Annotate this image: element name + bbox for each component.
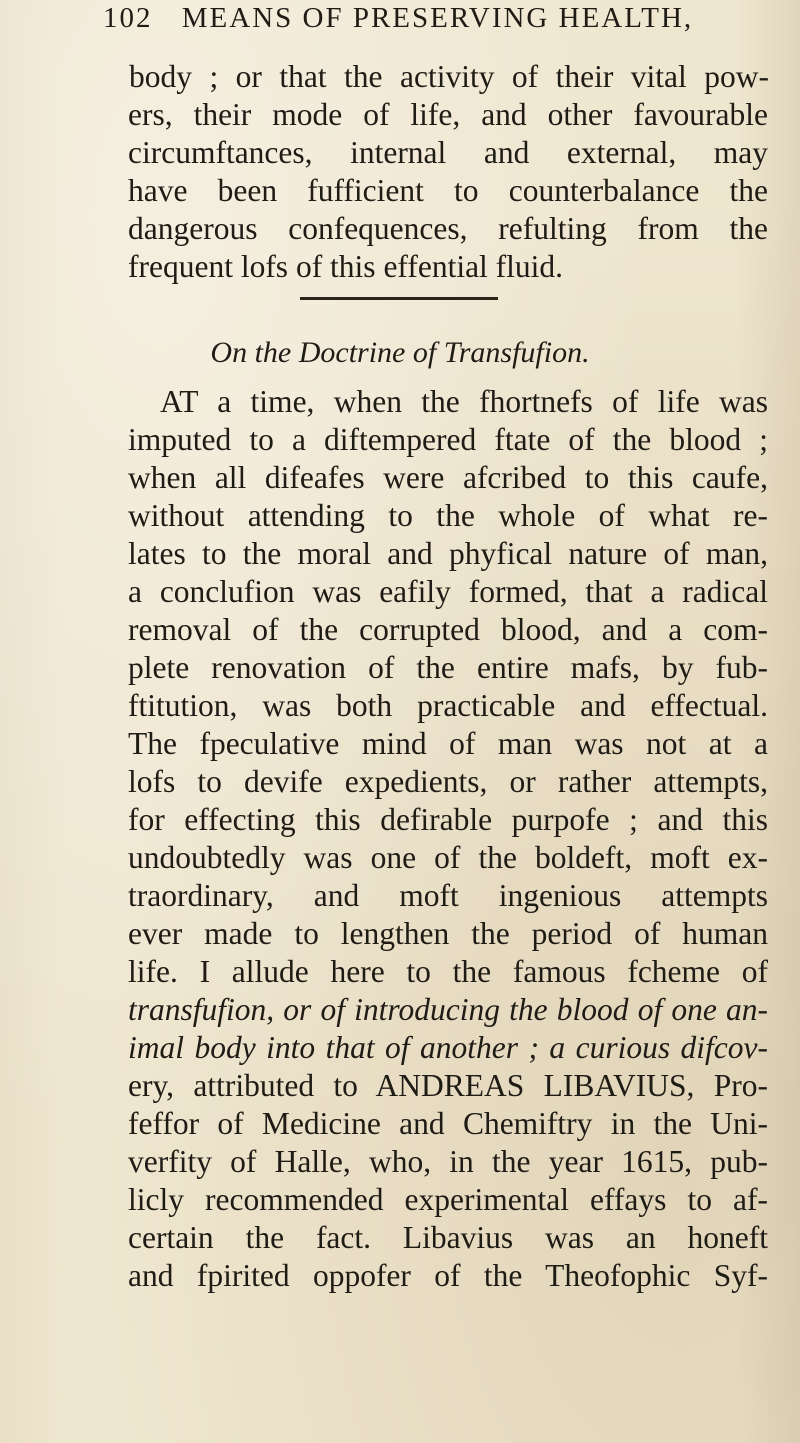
text-line: undoubtedly was one of the boldeft, moft ex- xyxy=(128,840,768,875)
text-line: dangerous confequences, refulting from the xyxy=(128,211,768,246)
text-line: transfufion, or of introducing the blood of one an- xyxy=(128,992,768,1027)
section-divider xyxy=(300,297,498,300)
section-title: On the Doctrine of Transfufion. xyxy=(210,336,590,369)
text-line: licly recommended experimental effays to af- xyxy=(128,1182,768,1217)
text-line: and fpirited oppofer of the Theofophic Syf- xyxy=(128,1258,768,1293)
text-line: ers, their mode of life, and other favourable xyxy=(128,97,768,132)
running-header xyxy=(103,2,694,42)
text-line: ftitution, was both practicable and effectual. xyxy=(128,688,768,723)
text-line: imal body into that of another ; a curious difcov- xyxy=(128,1030,768,1065)
text-line: circumftances, internal and external, may xyxy=(128,135,768,170)
text-line: plete renovation of the entire mafs, by fub- xyxy=(128,650,768,685)
text-line: have been fufficient to counterbalance the xyxy=(128,173,768,208)
text-line: life. I allude here to the famous fcheme of xyxy=(128,954,768,989)
page-number: 102 xyxy=(103,2,153,34)
text-line: removal of the corrupted blood, and a com- xyxy=(128,612,768,647)
text-line: ery, attributed to ANDREAS LIBAVIUS, Pro- xyxy=(128,1068,768,1103)
text-line: frequent lofs of this effential fluid. xyxy=(128,249,564,284)
text-line: certain the fact. Libavius was an honeft xyxy=(128,1220,768,1255)
text-line: lofs to devife expedients, or rather attempts, xyxy=(128,764,768,799)
text-line: verfity of Halle, who, in the year 1615, pub- xyxy=(128,1144,768,1179)
text-line: imputed to a diftempered ftate of the blood ; xyxy=(128,422,768,457)
text-line: The fpeculative mind of man was not at a xyxy=(128,726,768,761)
text-line: without attending to the whole of what re- xyxy=(128,498,768,533)
text-line: AT a time, when the fhortnefs of life was xyxy=(160,384,768,419)
text-line: for effecting this defirable purpofe ; and this xyxy=(128,802,768,837)
text-line: lates to the moral and phyfical nature of man, xyxy=(128,536,768,571)
text-line: a conclufion was eafily formed, that a radical xyxy=(128,574,768,609)
text-line: feffor of Medicine and Chemiftry in the Uni- xyxy=(128,1106,768,1141)
running-title: MEANS OF PRESERVING HEALTH, xyxy=(181,2,694,34)
text-line: body ; or that the activity of their vital pow- xyxy=(129,59,769,94)
text-line: when all difeafes were afcribed to this caufe, xyxy=(128,460,768,495)
text-line: traordinary, and moft ingenious attempts xyxy=(128,878,768,913)
text-line: ever made to lengthen the period of human xyxy=(128,916,768,951)
